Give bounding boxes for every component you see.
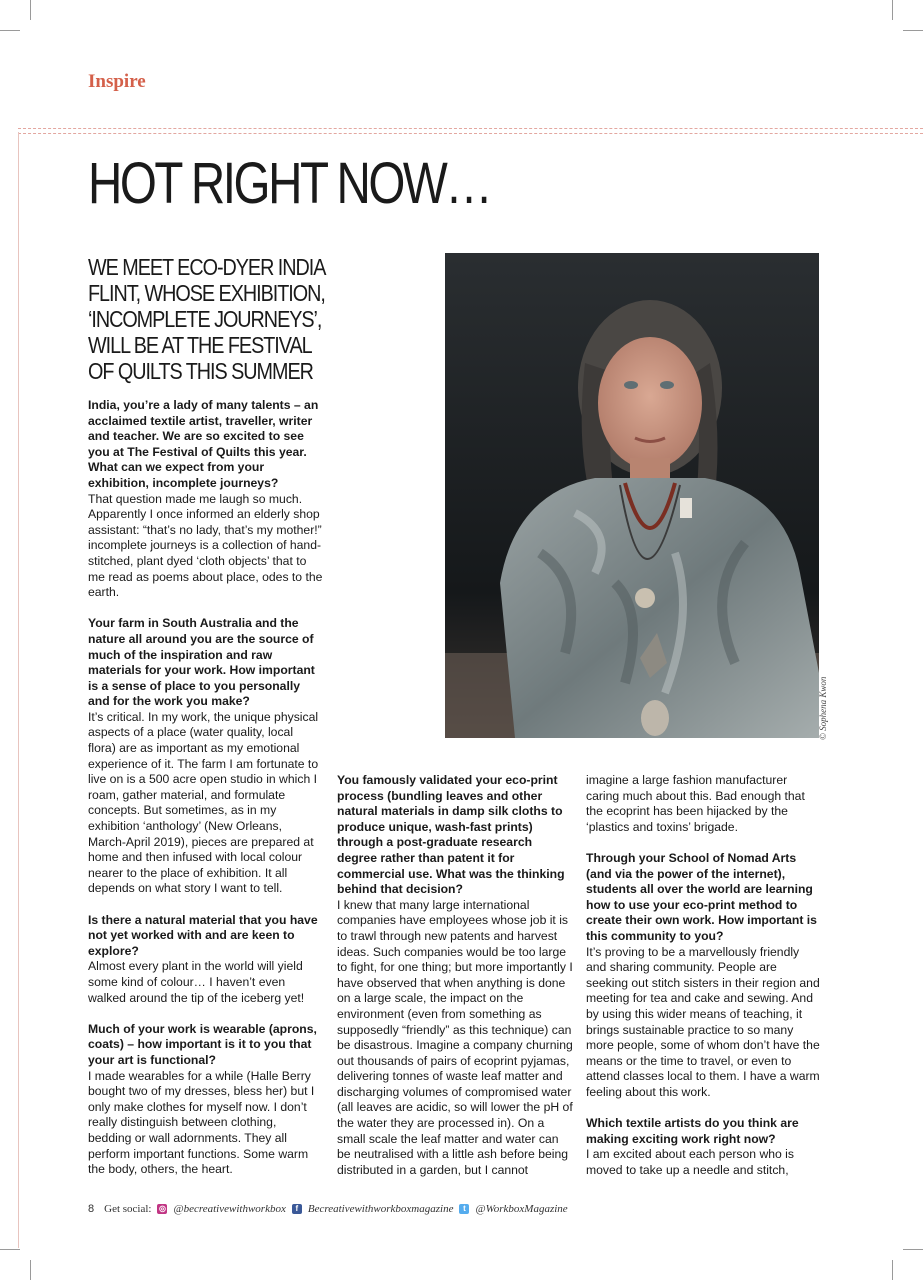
crop-mark	[0, 1249, 20, 1250]
interview-question: Through your School of Nomad Arts (and via the power of the internet), students all over the world are learning how to use your eco-print method to create their own work. How important is this community to you?	[586, 850, 817, 943]
portrait-photo	[445, 253, 819, 738]
interview-answer: That question made me laugh so much. Apparently I once informed an elderly shop assistant: “that’s no lady, that’s my mother!” incomplete journeys is a collection of hand-stitched, plant dyed ‘cloth objects’ that to me read as poems about place, odes to the earth.	[88, 491, 323, 600]
crop-mark	[30, 0, 31, 20]
instagram-handle[interactable]: @becreativewithworkbox	[173, 1203, 286, 1215]
page-footer	[88, 1203, 568, 1215]
social-label: Get social:	[104, 1203, 152, 1215]
interview-answer: It’s proving to be a marvellously friendly and sharing community. People are seeking out stitch sisters in their region and meeting for tea and cake and sewing. And by using this wider means of teaching, it brings sustainable practice to so many more people, some of whom don’t have the means or the time to travel, or even to attend classes local to them. I have a warm feeling about this work.	[586, 944, 820, 1099]
interview-question: Is there a natural material that you have not yet worked with and are keen to explore?	[88, 912, 318, 958]
qa-paragraph	[586, 851, 822, 1101]
interview-answer: I knew that many large international companies have employees whose job it is to trawl through new patents and harvest ideas. Such companies would be too large to fight, for one thing; but more importantly I have observed that when anything is done on a large scale, the impact on the environment (even from something as supposedly “friendly” as this technique) can be disastrous. Imagine a company churning out thousands of pairs of ecoprint pyjamas, delivering tonnes of waste leaf matter and discharging volumes of compromised water (all leaves are acidic, so will lower the pH of the water they are processed in). On a small scale the leaf matter and water can be neutralised with a little ash before being distributed in a garden, but I cannot	[337, 897, 573, 1177]
qa-paragraph	[88, 398, 323, 601]
qa-paragraph	[88, 1022, 323, 1178]
article-column-1	[88, 398, 323, 1193]
qa-paragraph	[586, 773, 822, 835]
page-number: 8	[88, 1203, 95, 1215]
section-label: Inspire	[88, 71, 146, 92]
instagram-icon: ◎	[158, 1204, 166, 1213]
article-column-2	[337, 773, 573, 1194]
article-column-3	[586, 773, 822, 1194]
facebook-icon: f	[292, 1204, 302, 1214]
interview-question: Much of your work is wearable (aprons, coats) – how important is it to you that your art is functional?	[88, 1021, 317, 1067]
interview-answer: I am excited about each person who is moved to take up a needle and stitch,	[586, 1147, 794, 1177]
portrait-illustration	[445, 253, 819, 738]
interview-answer: I made wearables for a while (Halle Berry bought two of my dresses, bless her) but I only make clothes for myself now. I don’t really distinguish between clothing, bedding or wall adornments. They all perform important functions. Some warm the body, others, the heart.	[88, 1068, 315, 1177]
twitter-icon: t	[459, 1204, 469, 1214]
crop-mark	[892, 0, 893, 20]
qa-paragraph	[88, 913, 323, 1007]
interview-answer: Almost every plant in the world will yield some kind of colour… I haven’t even walked around the tip of the iceberg yet!	[88, 959, 305, 1005]
header-rule	[18, 128, 923, 134]
crop-mark	[30, 1260, 31, 1280]
page-frame-line	[18, 132, 19, 1248]
qa-paragraph	[337, 773, 573, 1178]
interview-question: You famously validated your eco-print process (bundling leaves and other natural materials in damp silk cloths to produce unique, wash-fast prints) through a post-graduate research degree rather than patent it for commercial use. What was the thinking behind that decision?	[337, 773, 565, 897]
standfirst: WE MEET ECO-DYER INDIA FLINT, WHOSE EXHIBITION, ‘INCOMPLETE JOURNEYS’, WILL BE AT THE FESTIVAL OF QUILTS THIS SUMMER	[88, 254, 325, 384]
photo-credit: © Sophena Kwon	[818, 676, 828, 740]
crop-mark	[903, 30, 923, 31]
headline: HOT RIGHT NOW…	[88, 151, 491, 216]
facebook-handle[interactable]: Becreativewithworkboxmagazine	[307, 1203, 454, 1215]
qa-paragraph	[586, 1116, 822, 1178]
interview-answer: imagine a large fashion manufacturer caring much about this. Bad enough that the ecoprint has been hijacked by the ‘plastics and toxins’ brigade.	[586, 773, 805, 834]
interview-answer: It’s critical. In my work, the unique physical aspects of a place (water quality, local flora) are as important as my emotional experience of it. The farm I am fortunate to live on is a 500 acre open studio in which I roam, gather material, and formulate concepts. But sometimes, as in my exhibition ‘anthology’ (New Orleans, March-April 2019), pieces are prepared at home and then infused with local colour nearer to the place of exhibition. It all depends on what story I want to tell.	[88, 709, 319, 896]
crop-mark	[0, 30, 20, 31]
qa-paragraph	[88, 616, 323, 897]
interview-question: India, you’re a lady of many talents – an acclaimed textile artist, traveller, writer and teacher. We are so excited to see you at The Festival of Quilts this year. What can we expect from your exhibition, incomplete journeys?	[88, 398, 319, 490]
crop-mark	[892, 1260, 893, 1280]
twitter-handle[interactable]: @WorkboxMagazine	[475, 1203, 568, 1215]
interview-question: Which textile artists do you think are making exciting work right now?	[586, 1116, 799, 1146]
crop-mark	[903, 1249, 923, 1250]
interview-question: Your farm in South Australia and the nature all around you are the source of much of the inspiration and raw materials for your work. How important is a sense of place to you personally and for the work you make?	[88, 616, 315, 709]
